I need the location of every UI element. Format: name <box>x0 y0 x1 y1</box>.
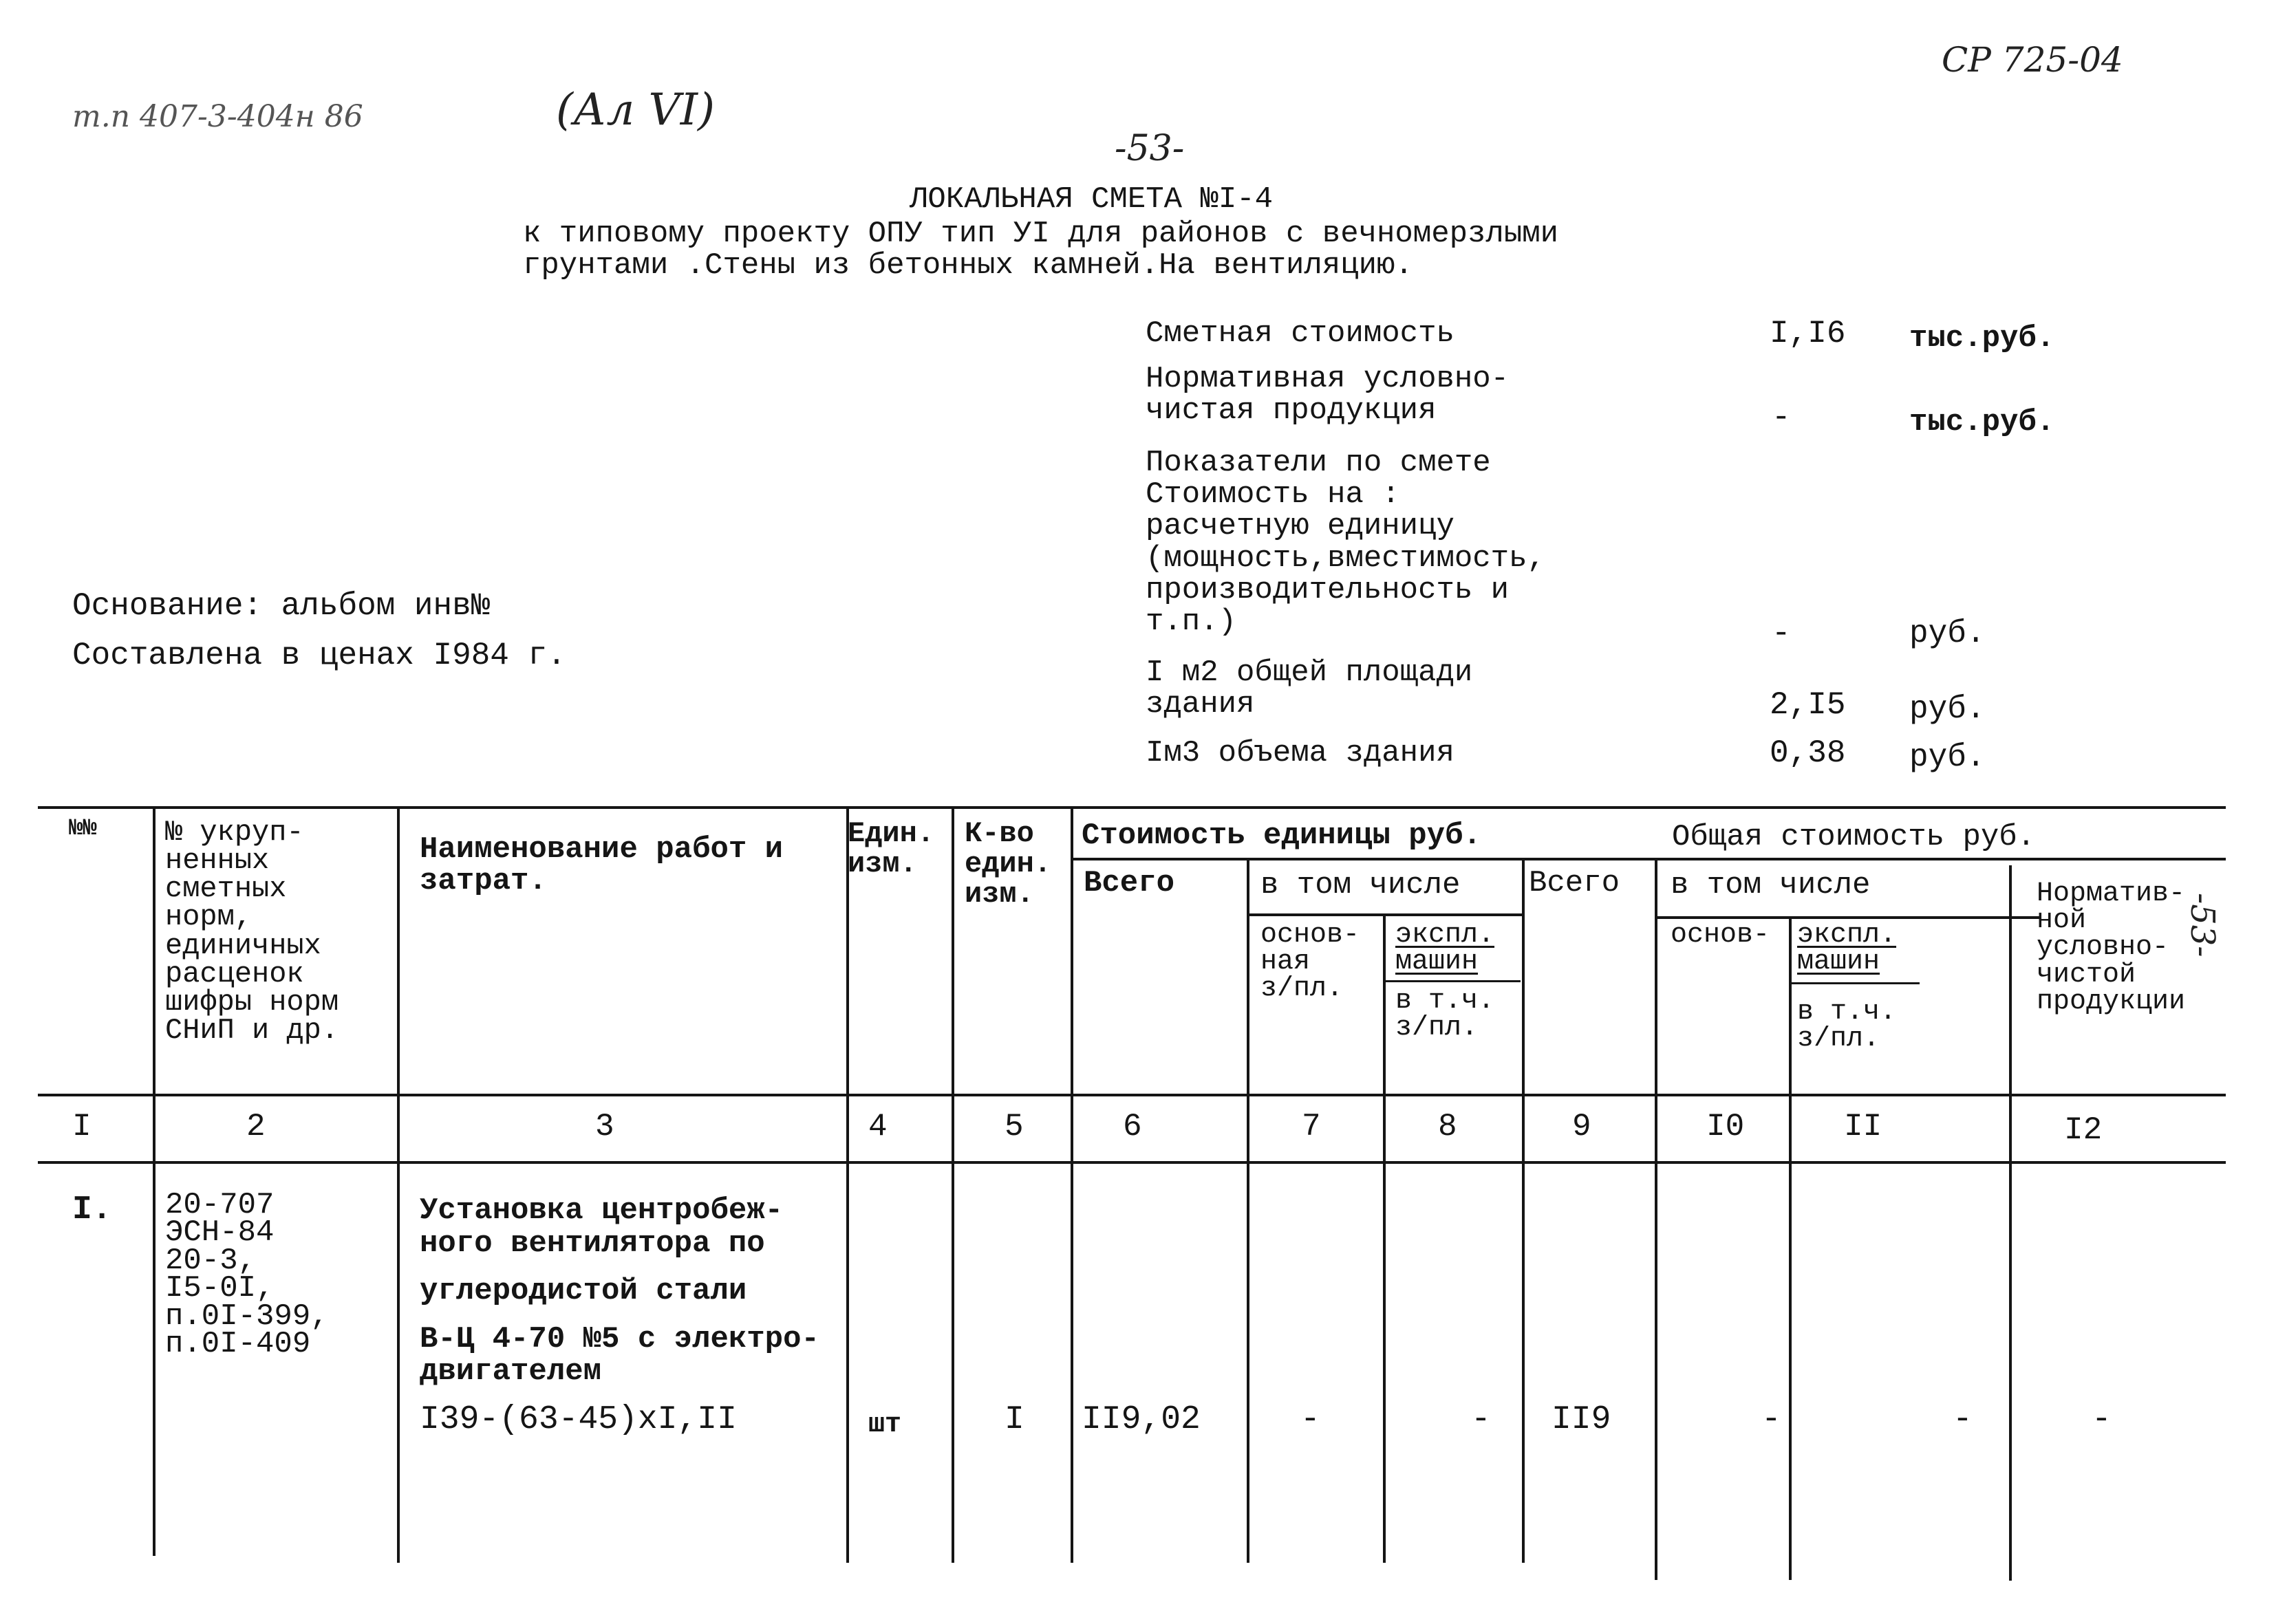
col-divider-1 <box>153 806 155 1556</box>
header-total-basic-wage: основ- <box>1671 920 1770 951</box>
colnum-4: 4 <box>868 1109 888 1145</box>
header-group-rule <box>1071 858 2226 860</box>
col-divider-8 <box>1522 858 1525 1563</box>
summary-label-normative-product: Нормативная условно- чистая продукция <box>1146 362 1510 429</box>
header-unit-incl: в том числе <box>1260 868 1461 902</box>
col-divider-5 <box>1071 806 1073 1563</box>
col-divider-9 <box>1655 858 1657 1580</box>
row-unit-machines: - <box>1471 1401 1491 1438</box>
colnum-2: 2 <box>246 1109 266 1145</box>
col-divider-2 <box>397 806 400 1563</box>
handwritten-sheet-code: СР 725-04 <box>1942 40 2123 80</box>
row-number: I. <box>72 1191 112 1228</box>
header-unit-total: Всего <box>1084 866 1175 900</box>
basis-album: Основание: альбом инв№ <box>72 588 491 624</box>
header-total-incl: в том числе <box>1671 868 1871 902</box>
col-divider-11 <box>2009 865 2012 1581</box>
summary-value-estimated-cost: I,I6 <box>1770 316 1846 351</box>
colnum-1: I <box>72 1109 92 1145</box>
table-top-rule <box>38 806 2226 809</box>
row-work-name-line3: углеродистой стали <box>420 1274 747 1308</box>
summary-label-estimated-cost: Сметная стоимость <box>1146 316 1454 351</box>
summary-value-normative-product: - <box>1772 400 1791 435</box>
row-unit: шт <box>868 1409 902 1440</box>
header-unit-basic-wage: основ- ная з/пл. <box>1260 920 1360 1005</box>
summary-unit-volume: руб. <box>1909 739 1986 775</box>
row-calc-formula: I39-(63-45)xI,II <box>420 1401 737 1438</box>
summary-unit-calc-unit: руб. <box>1909 616 1986 651</box>
row-total: II9 <box>1552 1401 1611 1438</box>
header-work-name: Наименование работ и затрат. <box>420 832 784 899</box>
header-unit-machines-wage: в т.ч. з/пл. <box>1395 986 1495 1044</box>
summary-label-area: I м2 общей площади здания <box>1146 656 1473 722</box>
colnum-8: 8 <box>1438 1109 1457 1145</box>
header-total-machines-wage: в т.ч. з/пл. <box>1797 997 1897 1055</box>
handwritten-album-note: (Ал VI) <box>556 85 715 136</box>
header-total-cost-group: Общая стоимость руб. <box>1672 820 2036 854</box>
summary-unit-area: руб. <box>1909 691 1986 727</box>
header-normative-product: Норматив- ной условно- чистой продукции <box>2037 878 2186 1017</box>
header-unit-cost-group: Стоимость единицы руб. <box>1082 819 1481 853</box>
estimate-subtitle-line1: к типовому проекту ОПУ тип УI для районов с вечномерзлыми <box>523 217 1559 251</box>
colnum-11: II <box>1844 1109 1882 1145</box>
header-unit: Един. изм. <box>848 817 935 881</box>
header-row-number: №№ <box>69 816 97 842</box>
col-divider-7 <box>1383 913 1386 1563</box>
summary-label-indicators: Показатели по смете Стоимость на : расчетную единицу (мощность,вместимость, производительность и т.п.) <box>1146 446 1545 639</box>
row-work-name-line1: Установка центробеж- <box>420 1193 784 1228</box>
summary-unit-estimated-cost: тыс.руб. <box>1909 321 2055 356</box>
row-work-name-line2: ного вентилятора по <box>420 1226 765 1261</box>
row-quantity: I <box>1005 1401 1024 1438</box>
row-work-name-line5: двигателем <box>420 1354 602 1389</box>
header-norm-codes: № укруп- ненных сметных норм, единичных расценок шифры норм СНиП и др. <box>165 816 339 1048</box>
row-work-name-line4: В-Ц 4-70 №5 с электро- <box>420 1322 819 1356</box>
colnum-9: 9 <box>1572 1109 1591 1145</box>
summary-value-area: 2,I5 <box>1770 687 1846 723</box>
handwritten-side-page-number: -53- <box>2183 893 2222 957</box>
col-divider-3 <box>846 806 849 1563</box>
header-total-machines: экспл. машин <box>1797 920 1897 978</box>
row-normative-product: - <box>2092 1401 2112 1438</box>
col-divider-4 <box>952 806 954 1563</box>
summary-value-calc-unit: - <box>1772 616 1791 651</box>
estimate-title: ЛОКАЛЬНАЯ СМЕТА №I-4 <box>910 182 1274 217</box>
header-mach-rule-unit <box>1383 980 1521 982</box>
row-total-basic-wage: - <box>1761 1401 1781 1438</box>
header-incl-rule-total <box>1655 916 2040 919</box>
header-bottom-rule <box>38 1094 2226 1096</box>
summary-label-volume: Iм3 объема здания <box>1146 736 1454 770</box>
summary-unit-normative-product: тыс.руб. <box>1909 405 2055 440</box>
colnum-3: 3 <box>595 1109 614 1145</box>
row-unit-total: II9,02 <box>1082 1401 1201 1438</box>
colnum-7: 7 <box>1302 1109 1321 1145</box>
header-total: Всего <box>1529 866 1620 900</box>
handwritten-project-code: т.п 407-3-404н 86 <box>72 99 363 134</box>
column-number-rule <box>38 1161 2226 1164</box>
row-unit-basic-wage: - <box>1300 1401 1320 1438</box>
basis-prices: Составлена в ценах I984 г. <box>72 638 566 673</box>
colnum-5: 5 <box>1005 1109 1024 1145</box>
header-mach-rule-total <box>1789 982 1920 984</box>
colnum-10: I0 <box>1706 1109 1745 1145</box>
handwritten-page-number: -53- <box>1115 128 1185 169</box>
header-unit-machines: экспл. машин <box>1395 920 1495 978</box>
col-divider-6 <box>1247 858 1249 1563</box>
header-quantity: К-во един. изм. <box>965 817 1052 911</box>
colnum-12: I2 <box>2064 1112 2103 1148</box>
colnum-6: 6 <box>1123 1109 1142 1145</box>
estimate-subtitle-line2: грунтами .Стены из бетонных камней.На вентиляцию. <box>523 248 1413 283</box>
summary-value-volume: 0,38 <box>1770 735 1846 771</box>
col-divider-10 <box>1789 916 1792 1580</box>
row-total-machines: - <box>1953 1401 1973 1438</box>
row-norm-codes: 20-707 ЭСН-84 20-3, I5-0I, п.0I-399, п.0I-409 <box>165 1188 329 1362</box>
